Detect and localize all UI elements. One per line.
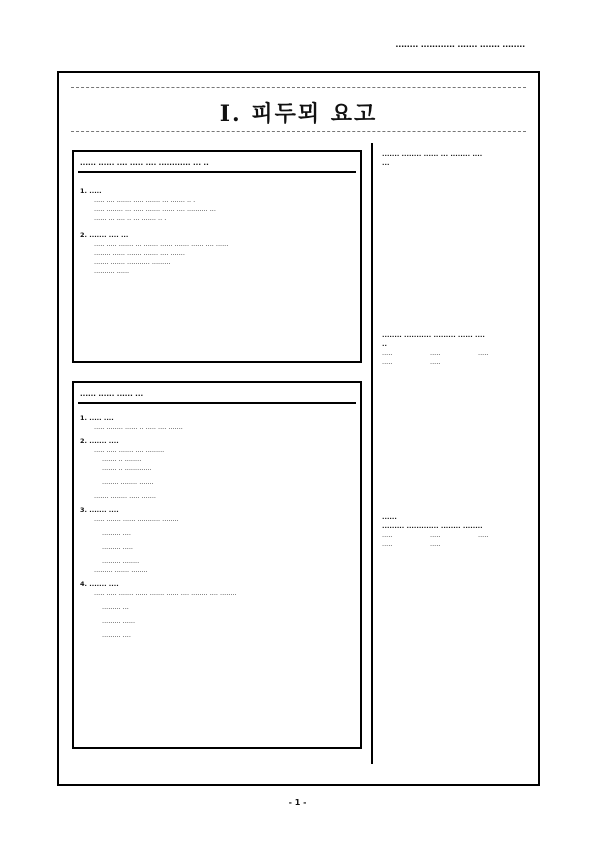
column-divider xyxy=(371,143,373,764)
outline-item: ..... ....... ...... ........... ........ xyxy=(94,515,179,523)
outline-item: ....... ........ ..... ....... xyxy=(94,492,156,500)
summary-line: ........ ...... ....... ....... .... ....... xyxy=(94,249,185,257)
side-note-row xyxy=(382,540,532,549)
outline-heading: 4. ....... .... xyxy=(80,580,119,588)
outline-item: ..... ........ ...... .. ..... .... ....... xyxy=(94,423,183,431)
outline-heading: 3. ....... .... xyxy=(80,506,119,514)
running-header: ........ ............ ....... ....... ........ xyxy=(395,40,525,49)
document-title: I. 피두뫼 요고 xyxy=(219,101,378,127)
outline-item: ......... ...... xyxy=(102,617,136,625)
summary-group xyxy=(80,187,354,223)
side-note-cell: ..... xyxy=(430,349,441,357)
side-note-cell: ..... xyxy=(478,349,489,357)
outline-item: ......... ........ xyxy=(102,557,140,565)
side-note-line: ... xyxy=(382,159,390,167)
outline-panel-heading: ...... ...... ...... ... xyxy=(78,388,356,404)
side-note-cell: ..... xyxy=(382,540,393,548)
page-frame xyxy=(57,71,540,786)
summary-group xyxy=(80,231,354,276)
side-note-cell: ..... xyxy=(382,358,393,366)
outline-item: ..... ..... ....... .... ......... xyxy=(94,446,165,454)
summary-group-heading: 2. ....... .... ... xyxy=(80,231,129,239)
summary-line: ..... ..... ....... ... ....... ...... ....... ...... .... ...... xyxy=(94,240,229,248)
outline-item: ....... .. ........ xyxy=(102,455,142,463)
outline-heading: 1. ..... .... xyxy=(80,414,114,422)
side-note-row xyxy=(382,358,532,367)
side-note-cell: ..... xyxy=(478,531,489,539)
title-top-rule xyxy=(71,87,526,88)
summary-panel xyxy=(72,150,362,363)
summary-line: ..... .... ....... ..... ....... ... ....... .. . xyxy=(94,196,196,204)
summary-line: ..... ........ ... ..... ....... ...... .... .......... ... xyxy=(94,205,216,213)
summary-line: .......... ...... xyxy=(94,267,130,275)
side-note-line: ......... ............. ........ ........ xyxy=(382,522,483,530)
side-note-cell: ..... xyxy=(430,358,441,366)
side-note-row xyxy=(382,349,532,358)
outline-item: ......... ..... xyxy=(102,543,133,551)
side-note-2 xyxy=(382,331,532,367)
side-note-row xyxy=(382,531,532,540)
outline-item: ........ ........ ....... xyxy=(102,478,154,486)
side-note-cell: ..... xyxy=(382,531,393,539)
outline-item: ......... .... xyxy=(102,631,131,639)
side-note-cell: ..... xyxy=(382,349,393,357)
outline-item: ......... ....... ........ xyxy=(94,566,148,574)
outline-item: ......... .... xyxy=(102,529,131,537)
summary-group-heading: 1. ..... xyxy=(80,187,102,195)
outline-heading: 2. ....... .... xyxy=(80,437,119,445)
side-note-cell: ..... xyxy=(430,540,441,548)
page-number: - 1 - xyxy=(288,798,307,807)
side-note-line: ....... ........ ...... ... ........ .... xyxy=(382,150,483,158)
outline-item: ....... .. ............. xyxy=(102,464,152,472)
side-note-3 xyxy=(382,513,532,549)
side-note-line: ........ ........... ......... ...... .... xyxy=(382,331,485,339)
outline-panel xyxy=(72,381,362,749)
outline-panel-body xyxy=(78,404,356,640)
side-note-line: ...... xyxy=(382,513,397,521)
summary-line: ....... ....... ........... ......... xyxy=(94,258,171,266)
outline-item: ......... ... xyxy=(102,603,129,611)
outline-item: ..... ..... ....... ...... ....... ...... .... ........ .... ........ xyxy=(94,589,237,597)
title-bottom-rule xyxy=(71,131,526,132)
summary-line: ...... ... .... .. ... ....... .. . xyxy=(94,214,167,222)
side-note-line: .. xyxy=(382,340,387,348)
summary-panel-heading: ...... ...... .... ..... .... ............ ... .. xyxy=(78,157,356,173)
summary-panel-body xyxy=(78,173,356,276)
side-note-cell: ..... xyxy=(430,531,441,539)
side-note-1 xyxy=(382,150,532,168)
